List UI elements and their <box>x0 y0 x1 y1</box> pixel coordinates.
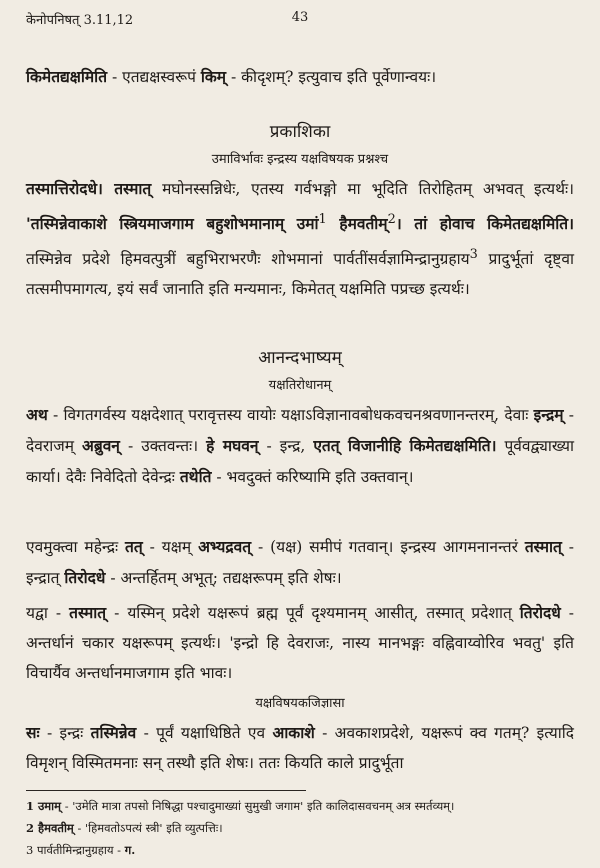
footnote-3: 3 पार्वतीमिन्द्रानुग्रहाय - ग. <box>26 843 136 857</box>
chapter-reference: केनोपनिषत् 3.11,12 <box>26 13 134 28</box>
footnote-2: 2 हैमवतीम् - 'हिमवतोऽपत्यं स्त्री' इति व्युत्पत्तिः। <box>26 821 223 835</box>
page-number: 43 <box>291 10 309 25</box>
anandabhashyam-subheading: यक्षतिरोधानम् <box>268 378 332 393</box>
yakshavishaya-heading: यक्षविषयकजिज्ञासा <box>255 696 345 711</box>
anandabhashyam-paragraph-2: एवमुक्त्वा महेन्द्रः तत् - यक्षम् अभ्यद्रवत् - (यक्ष) समीपं गतवान्। इन्द्रस्य आगमनानन्तरं तस्मात् - इन्द्रात् तिरोदधे - अन्तर्हितम् अभूत्; तद्यक्षरूपम् इति शेषः। <box>26 537 574 587</box>
prakashika-paragraph: तस्मात्तिरोदधे। तस्मात् मघोनस्सन्निधेः, एतस्य गर्वभङ्गो मा भूदिति तिरोहितम् अभवत् इत्यर्थः। 'तस्मिन्नेवाकाशे स्त्रियमाजगाम बहुशोभमानाम् उमां$^1$ हैमवतीम्$^2$। तां होवाच किमेतद्यक्षमिति। तस्मिन्नेव प्रदेशे हिमवत्पुत्रीं बहुभिराभरणैः शोभमानां पार्वतींसर्वज्ञामिन्द्रानुग्रहाय$^3$ प्रादुर्भूतां दृष्ट्वा तत्समीपमागत्य, इयं सर्वं जानाति इति मन्यमानः, किमेतत् यक्षमिति पप्रच्छ इत्यर्थः। <box>26 179 574 298</box>
yakshavishaya-paragraph: सः - इन्द्रः तस्मिन्नेव - पूर्वं यक्षाधिष्ठिते एव आकाशे - अवकाशप्रदेशे, यक्षरूपं क्व गतम्? इत्यादि विमृशन् विस्मितमनाः सन् तस्थौ इति शेषः। ततः कियति काले प्रादुर्भूता <box>26 723 574 772</box>
anandabhashyam-paragraph-1: अथ - विगतगर्वस्य यक्षदेशात् परावृत्तस्य वायोः यक्षाऽविज्ञानावबोधकवचनश्रवणानन्तरम्, देवाः इन्द्रम् - देवराजम् अब्रुवन् - उक्तवन्तः। हे मघवन् - इन्द्र, एतत् विजानीहि किमेतद्यक्षमिति। पूर्ववद्व्याख्या कार्या। देवैः निवेदितो देवेन्द्रः तथेति - भवदुक्तं करिष्यामि इति उक्तवान्। <box>26 405 574 486</box>
anandabhashyam-paragraph-3: यद्वा - तस्मात् - यस्मिन् प्रदेशे यक्षरूपं ब्रह्म पूर्वं दृश्यमानम् आसीत्, तस्मात् प्रदेशात् तिरोदधे - अन्तर्धानं चकार यक्षरूपम् इत्यर्थः। 'इन्द्रो हि देवराजः, नास्य मानभङ्गः वह्निवाय्वोरिव भवतु' इति विचार्यैव अन्तर्धानमाजगाम इति भावः। <box>26 603 574 682</box>
anandabhashyam-heading: आनन्दभाष्यम् <box>258 348 342 368</box>
footnote-1: 1 उमाम् - 'उमेति मात्रा तपसो निषिद्धा पश्चादुमाख्यां सुमुखी जगाम' इति कालिदासवचनम् अत्र स्मर्तव्यम्। <box>26 799 455 813</box>
footnote-divider <box>26 790 306 791</box>
intro-line: किमेतद्यक्षमिति - एतद्यक्षस्वरूपं किम् - कीदृशम्? इत्युवाच इति पूर्वेणान्वयः। <box>26 67 437 86</box>
prakashika-subheading: उमाविर्भावः इन्द्रस्य यक्षविषयक प्रश्नश्च <box>211 152 389 167</box>
page-header <box>26 10 574 30</box>
prakashika-heading: प्रकाशिका <box>269 122 331 142</box>
